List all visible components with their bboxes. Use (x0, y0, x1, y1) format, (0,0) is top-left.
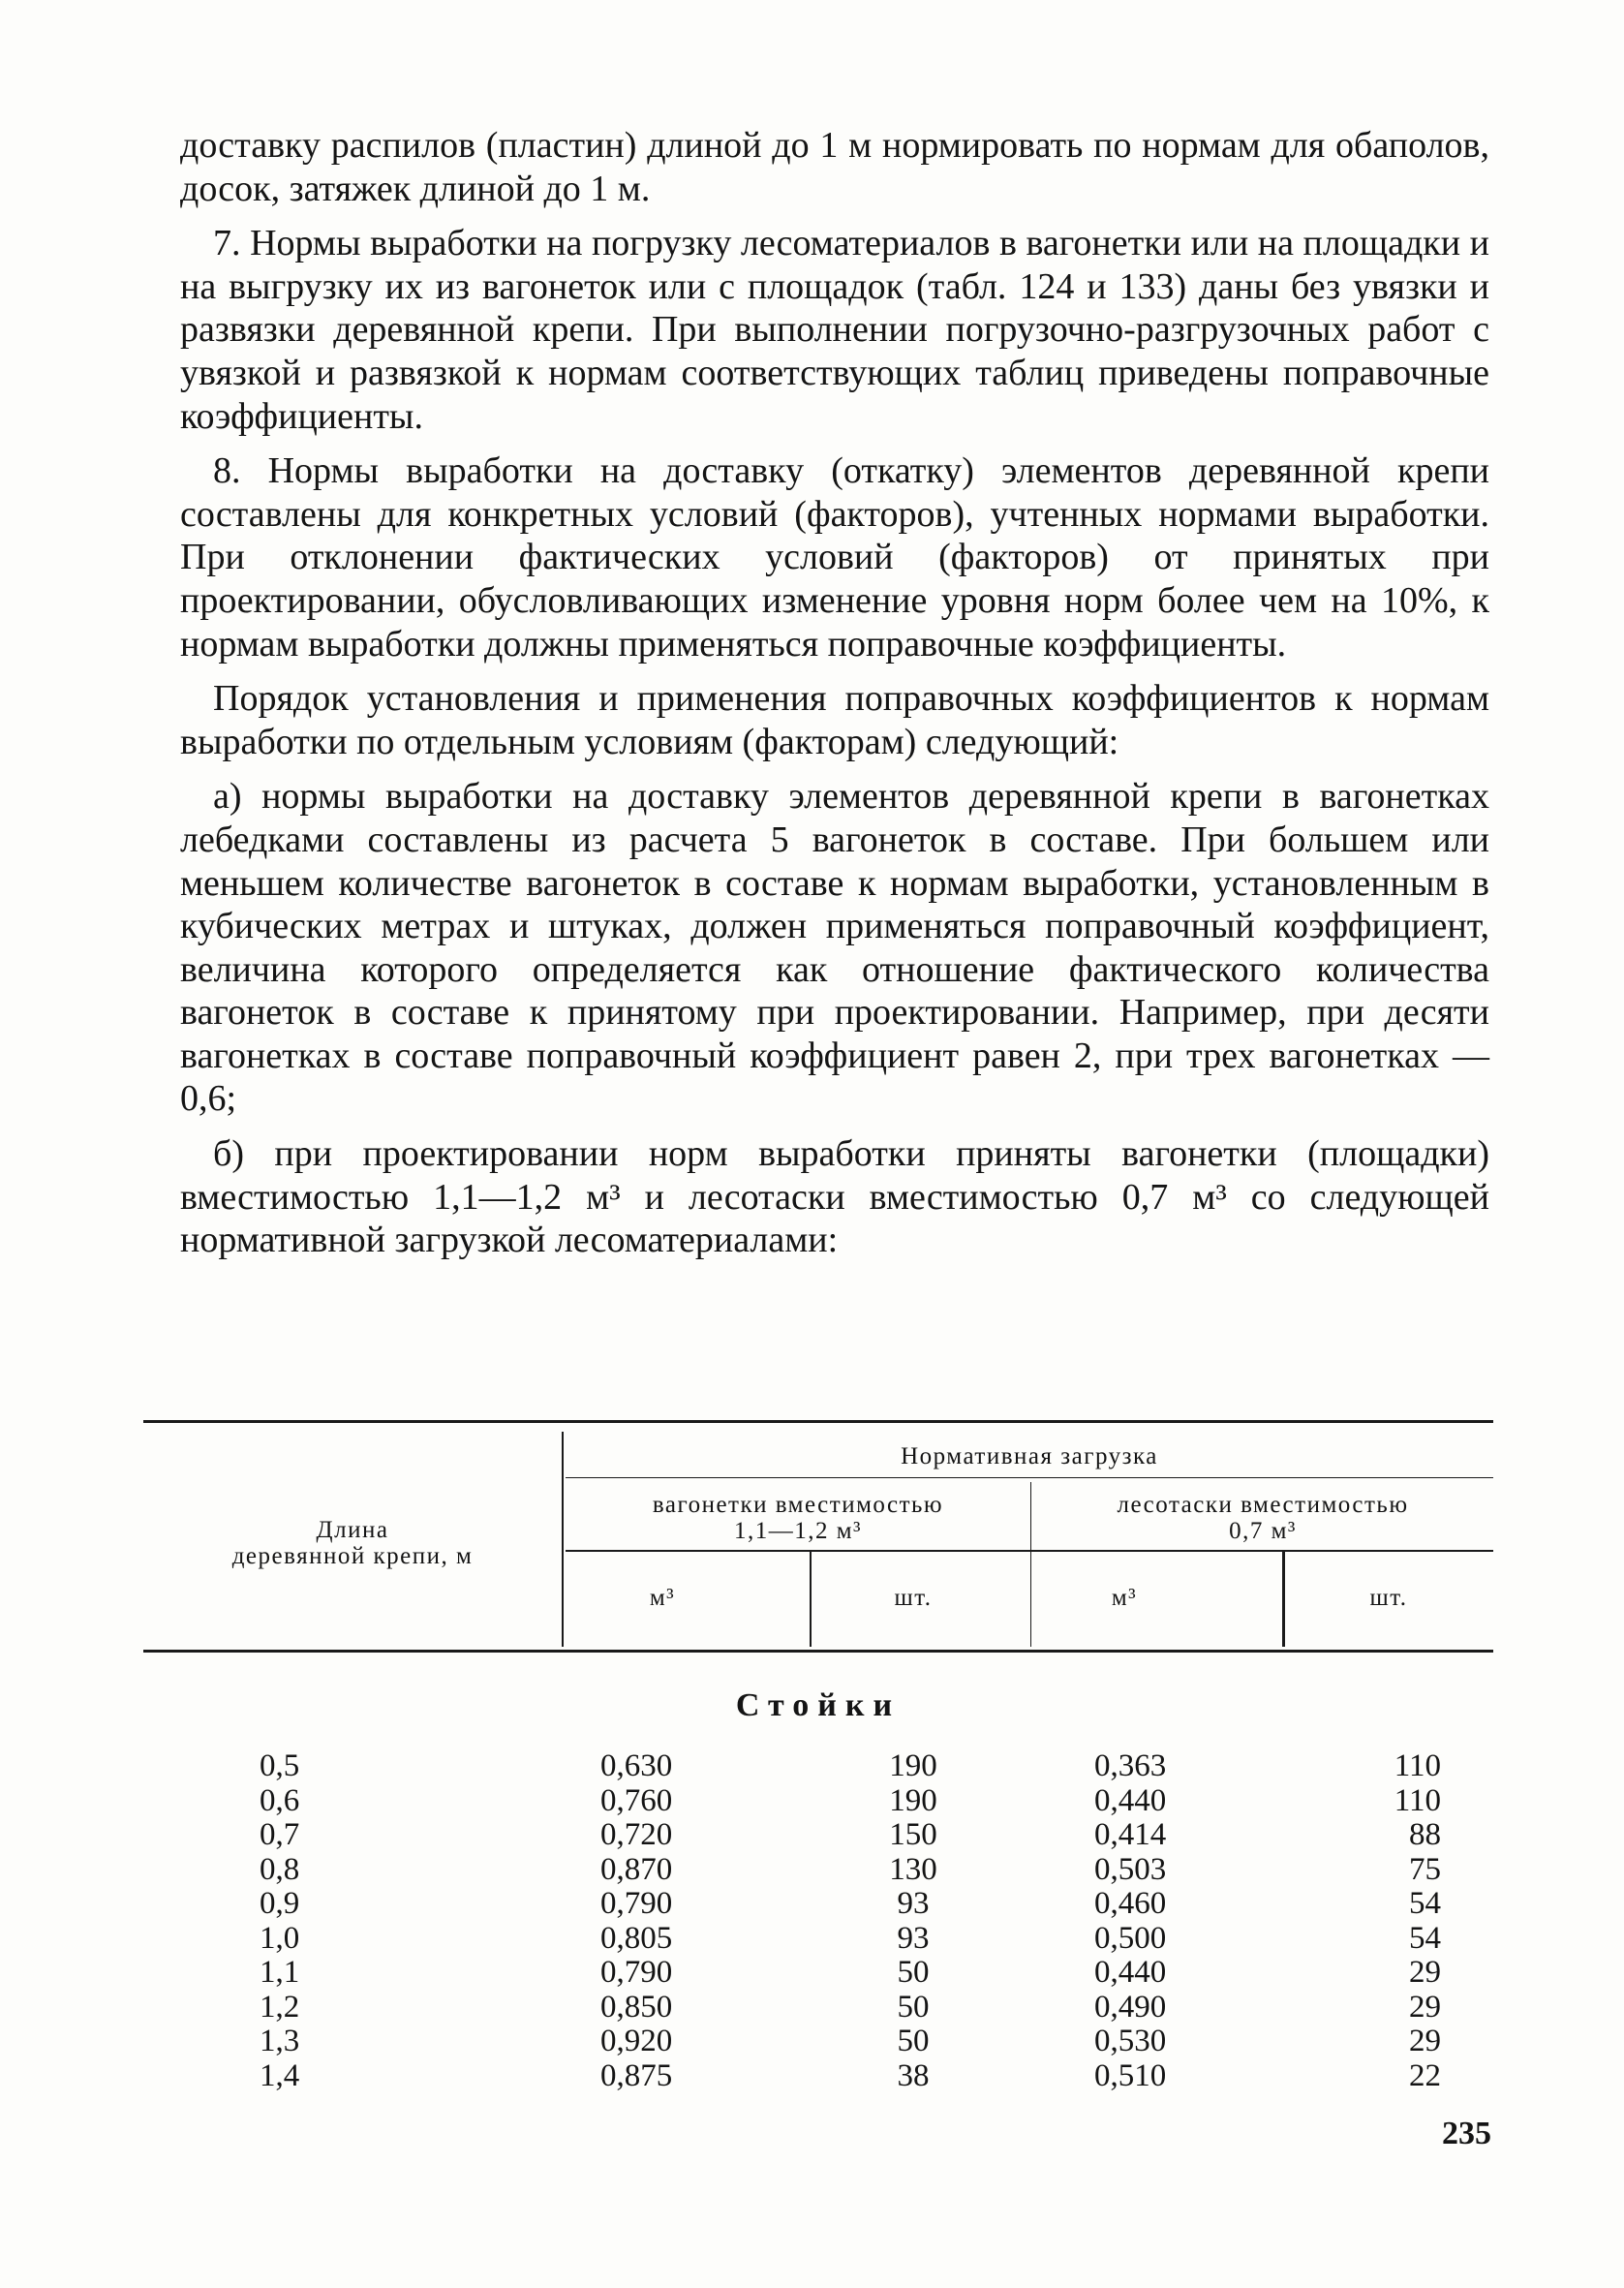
cell-sled-m3: 0,363 (1094, 1748, 1167, 1783)
table-row (143, 2025, 1493, 2059)
cell-sled-pcs: 22 (1409, 2057, 1441, 2093)
cell-length: 0,5 (260, 1748, 300, 1783)
body-text (180, 124, 1489, 1262)
cell-sled-m3: 0,440 (1094, 1782, 1167, 1818)
table-header-bottom-rule (143, 1650, 1493, 1653)
cell-wagon-m3: 0,630 (600, 1748, 673, 1783)
header-wagon (566, 1492, 1030, 1544)
cell-wagon-m3: 0,875 (600, 2057, 673, 2093)
header-length (143, 1517, 562, 1569)
cell-sled-pcs: 29 (1409, 2024, 1441, 2058)
header-sled-line2: 0,7 м³ (1229, 1518, 1297, 1544)
header-wagon-sled-divider (1030, 1482, 1031, 1647)
cell-wagon-pcs: 50 (897, 1955, 930, 1990)
cell-length: 1,4 (260, 2057, 300, 2093)
paragraph-item-7: 7. Нормы выработки на погрузку лесоматериалов в вагонетки или на площадки и на выгрузку их из вагонеток или с площадок (табл. 124 и 133) даны без увязки и развязки деревянной крепи. При выполнении погрузочно-разгрузочных работ с увязкой и развязкой к нормам соответствующих таблиц приведены поправочные коэффициенты. (180, 223, 1489, 437)
cell-length: 0,8 (260, 1851, 300, 1887)
paragraph-subitem-a: а) нормы выработки на доставку элементов деревянной крепи в вагонетках лебедками составлены из расчета 5 вагонеток в составе. При большем или меньшем количестве вагонеток в составе к нормам выработки, установленным в кубических метрах и штуках, должен применяться поправочный коэффициент, величина которого определяется как отношение фактического количества вагонеток в составе к принятому при проектировании. Например, при десяти вагонетках в составе поправочный коэффициент равен 2, при трех вагонетках — 0,6; (180, 776, 1489, 1120)
table-row (143, 1784, 1493, 1819)
header-wagon-line1: вагонетки вместимостью (652, 1492, 944, 1518)
table-row (143, 1818, 1493, 1853)
header-subgroup-rule (566, 1550, 1493, 1552)
header-group-rule (566, 1477, 1493, 1478)
unit-m3-sled: м³ (1111, 1585, 1138, 1611)
table-row (143, 1922, 1493, 1957)
cell-wagon-m3: 0,790 (600, 1886, 673, 1921)
cell-length: 0,7 (260, 1817, 300, 1852)
cell-sled-pcs: 110 (1394, 1748, 1441, 1783)
cell-sled-pcs: 75 (1409, 1851, 1441, 1887)
header-wagon-line2: 1,1—1,2 м³ (733, 1518, 863, 1544)
cell-wagon-pcs: 190 (889, 1782, 937, 1818)
cell-sled-m3: 0,414 (1094, 1817, 1167, 1852)
paragraph-continuation: доставку распилов (пластин) длиной до 1 м нормировать по нормам для обаполов, досок, затяжек длиной до 1 м. (180, 125, 1489, 209)
unit-pcs-wagon: шт. (894, 1585, 933, 1611)
cell-wagon-pcs: 150 (889, 1817, 937, 1852)
cell-sled-m3: 0,510 (1094, 2057, 1167, 2093)
table-row (143, 1887, 1493, 1922)
cell-wagon-m3: 0,850 (600, 1989, 673, 2025)
unit-divider-wagon (810, 1552, 812, 1647)
cell-sled-m3: 0,503 (1094, 1851, 1167, 1887)
header-sled (1032, 1492, 1493, 1544)
cell-wagon-pcs: 130 (889, 1851, 937, 1887)
cell-wagon-pcs: 93 (897, 1920, 930, 1956)
cell-length: 1,3 (260, 2024, 300, 2058)
header-normative-load: Нормативная загрузка (901, 1443, 1158, 1469)
cell-length: 1,1 (260, 1955, 300, 1990)
header-sled-line1: лесотаски вместимостью (1117, 1492, 1409, 1518)
cell-wagon-m3: 0,790 (600, 1955, 673, 1990)
page-number: 235 (1442, 2116, 1491, 2151)
cell-sled-m3: 0,440 (1094, 1955, 1167, 1990)
paragraph-item-8: 8. Нормы выработки на доставку (откатку) элементов деревянной крепи составлены для конкретных условий (факторов), учтенных нормами выработки. При отклонении фактических условий (факторов) от принятых при проектировании, обусловливающих изменение уровня норм более чем на 10%, к нормам выработки должны применяться поправочные коэффициенты. (180, 450, 1489, 665)
section-title-stoiki: Стойки (735, 1687, 902, 1723)
cell-wagon-pcs: 50 (897, 1989, 930, 2025)
unit-pcs-sled: шт. (1369, 1585, 1408, 1611)
cell-wagon-m3: 0,720 (600, 1817, 673, 1852)
paragraph-procedure: Порядок установления и применения поправочных коэффициентов к нормам выработки по отдельным условиям (факторам) следующий: (180, 678, 1489, 762)
cell-length: 0,9 (260, 1886, 300, 1921)
cell-sled-pcs: 110 (1394, 1782, 1441, 1818)
cell-length: 1,0 (260, 1920, 300, 1956)
table-top-rule (143, 1420, 1493, 1423)
cell-length: 0,6 (260, 1782, 300, 1818)
table-row (143, 1749, 1493, 1784)
cell-wagon-m3: 0,805 (600, 1920, 673, 1956)
cell-sled-m3: 0,460 (1094, 1886, 1167, 1921)
cell-sled-pcs: 29 (1409, 1989, 1441, 2025)
cell-length: 1,2 (260, 1989, 300, 2025)
cell-sled-pcs: 54 (1409, 1920, 1441, 1956)
cell-wagon-m3: 0,760 (600, 1782, 673, 1818)
header-length-line2: деревянной крепи, м (231, 1543, 474, 1569)
cell-sled-m3: 0,530 (1094, 2024, 1167, 2058)
table-row (143, 1991, 1493, 2025)
cell-sled-m3: 0,490 (1094, 1989, 1167, 2025)
paragraph-subitem-b: б) при проектировании норм выработки приняты вагонетки (площадки) вместимостью 1,1—1,2 м³ и лесотаски вместимостью 0,7 м³ со следующей нормативной загрузкой лесоматериалами: (180, 1133, 1489, 1261)
column-divider (562, 1432, 564, 1647)
cell-sled-pcs: 88 (1409, 1817, 1441, 1852)
table-row (143, 1853, 1493, 1888)
cell-wagon-pcs: 38 (897, 2057, 930, 2093)
table-row (143, 2059, 1493, 2094)
table-body (143, 1749, 1493, 2093)
unit-m3-wagon: м³ (649, 1585, 676, 1611)
cell-sled-pcs: 29 (1409, 1955, 1441, 1990)
cell-sled-pcs: 54 (1409, 1886, 1441, 1921)
unit-divider-sled (1282, 1552, 1285, 1647)
cell-wagon-m3: 0,870 (600, 1851, 673, 1887)
cell-wagon-pcs: 190 (889, 1748, 937, 1783)
cell-wagon-m3: 0,920 (600, 2024, 673, 2058)
cell-wagon-pcs: 93 (897, 1886, 930, 1921)
table-row (143, 1956, 1493, 1991)
cell-sled-m3: 0,500 (1094, 1920, 1167, 1956)
header-length-line1: Длина (316, 1517, 389, 1543)
cell-wagon-pcs: 50 (897, 2024, 930, 2058)
